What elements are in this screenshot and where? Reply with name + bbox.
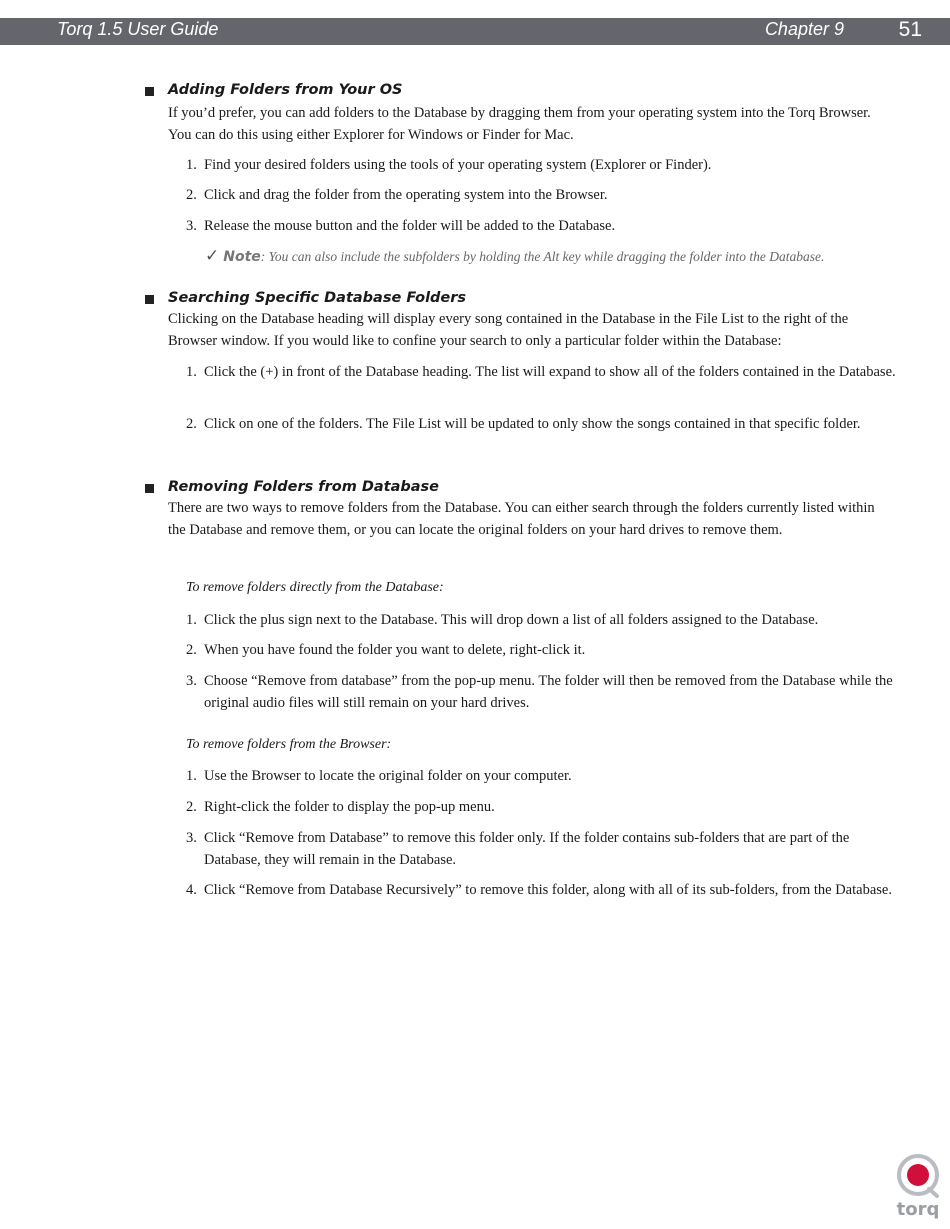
step-number: 2. xyxy=(186,187,197,203)
checkmark-icon: ✓ xyxy=(205,246,220,265)
section-title: Searching Specific Database Folders xyxy=(168,290,467,306)
page-header xyxy=(0,18,950,45)
list-item xyxy=(186,828,896,871)
step-text: Click the plus sign next to the Database. This will drop down a list of all folders assigned to the Database. xyxy=(204,612,819,628)
step-text: Click and drag the folder from the operating system into the Browser. xyxy=(204,187,608,203)
bullet-square xyxy=(145,484,154,493)
logo-dot xyxy=(907,1164,929,1186)
page-number: 51 xyxy=(898,18,922,41)
step-number: 2. xyxy=(186,799,197,815)
chapter-label: Chapter 9 xyxy=(764,19,844,39)
list-item xyxy=(186,797,896,819)
list-item xyxy=(186,155,896,177)
step-text: Use the Browser to locate the original folder on your computer. xyxy=(204,768,572,784)
step-number: 2. xyxy=(186,416,197,432)
step-text: Click the (+) in front of the Database heading. The list will expand to show all of the folders contained in the Database. xyxy=(204,364,896,380)
list-item xyxy=(186,216,896,238)
step-text: Find your desired folders using the tools of your operating system (Explorer or Finder). xyxy=(204,157,712,173)
step-number: 1. xyxy=(186,612,197,628)
bullet-square xyxy=(145,87,154,96)
step-number: 1. xyxy=(186,157,197,173)
step-text: When you have found the folder you want to delete, right-click it. xyxy=(204,642,586,658)
section-title: Removing Folders from Database xyxy=(168,479,440,495)
section-paragraph: There are two ways to remove folders from the Database. You can either search through the folders currently listed within the Database and remove them, or you can locate the original folders on your hard drives to remove them. xyxy=(168,500,875,538)
step-text: Click on one of the folders. The File List will be updated to only show the songs contained in that specific folder. xyxy=(204,416,861,432)
step-number: 1. xyxy=(186,768,197,784)
step-text: Click “Remove from Database Recursively” to remove this folder, along with all of its sub-folders, from the Database. xyxy=(204,882,892,898)
guide-title: Torq 1.5 User Guide xyxy=(57,19,219,39)
step-text: Right-click the folder to display the pop-up menu. xyxy=(204,799,495,815)
bullet-square xyxy=(145,295,154,304)
list-item xyxy=(186,185,896,207)
step-text: Choose “Remove from database” from the pop-up menu. The folder will then be removed from the Database while the original audio files will still remain on your hard drives. xyxy=(204,673,893,711)
note-text: : You can also include the subfolders by holding the Alt key while dragging the folder into the Database. xyxy=(260,249,825,264)
step-text: Release the mouse button and the folder will be added to the Database. xyxy=(204,218,616,234)
step-number: 3. xyxy=(186,218,197,234)
step-number: 1. xyxy=(186,364,197,380)
section-paragraph: Clicking on the Database heading will display every song contained in the Database in the File List to the right of the Browser window. If you would like to confine your search to only a particular folder within the Database: xyxy=(168,311,849,349)
logo-ring-tail xyxy=(929,1189,937,1196)
subsection-heading: To remove folders directly from the Database: xyxy=(186,580,444,595)
list-item xyxy=(186,640,896,662)
step-number: 3. xyxy=(186,673,197,689)
step-number: 3. xyxy=(186,830,197,846)
list-item xyxy=(186,766,896,788)
step-number: 2. xyxy=(186,642,197,658)
list-item xyxy=(186,362,896,384)
logo-wordmark: torq xyxy=(896,1199,940,1219)
step-number: 4. xyxy=(186,882,197,898)
list-item xyxy=(186,880,896,902)
list-item xyxy=(186,414,896,436)
list-item xyxy=(186,671,896,714)
list-item xyxy=(186,610,896,632)
step-text: Click “Remove from Database” to remove this folder only. If the folder contains sub-folders that are part of the Database, they will remain in the Database. xyxy=(204,830,850,868)
note-label: Note xyxy=(223,249,261,265)
section-paragraph: If you’d prefer, you can add folders to the Database by dragging them from your operating system into the Torq Browser. You can do this using either Explorer for Windows or Finder for Mac. xyxy=(168,105,871,143)
note xyxy=(205,246,824,266)
torq-logo xyxy=(893,1153,943,1219)
subsection-heading: To remove folders from the Browser: xyxy=(186,737,392,752)
section-title: Adding Folders from Your OS xyxy=(168,82,403,98)
